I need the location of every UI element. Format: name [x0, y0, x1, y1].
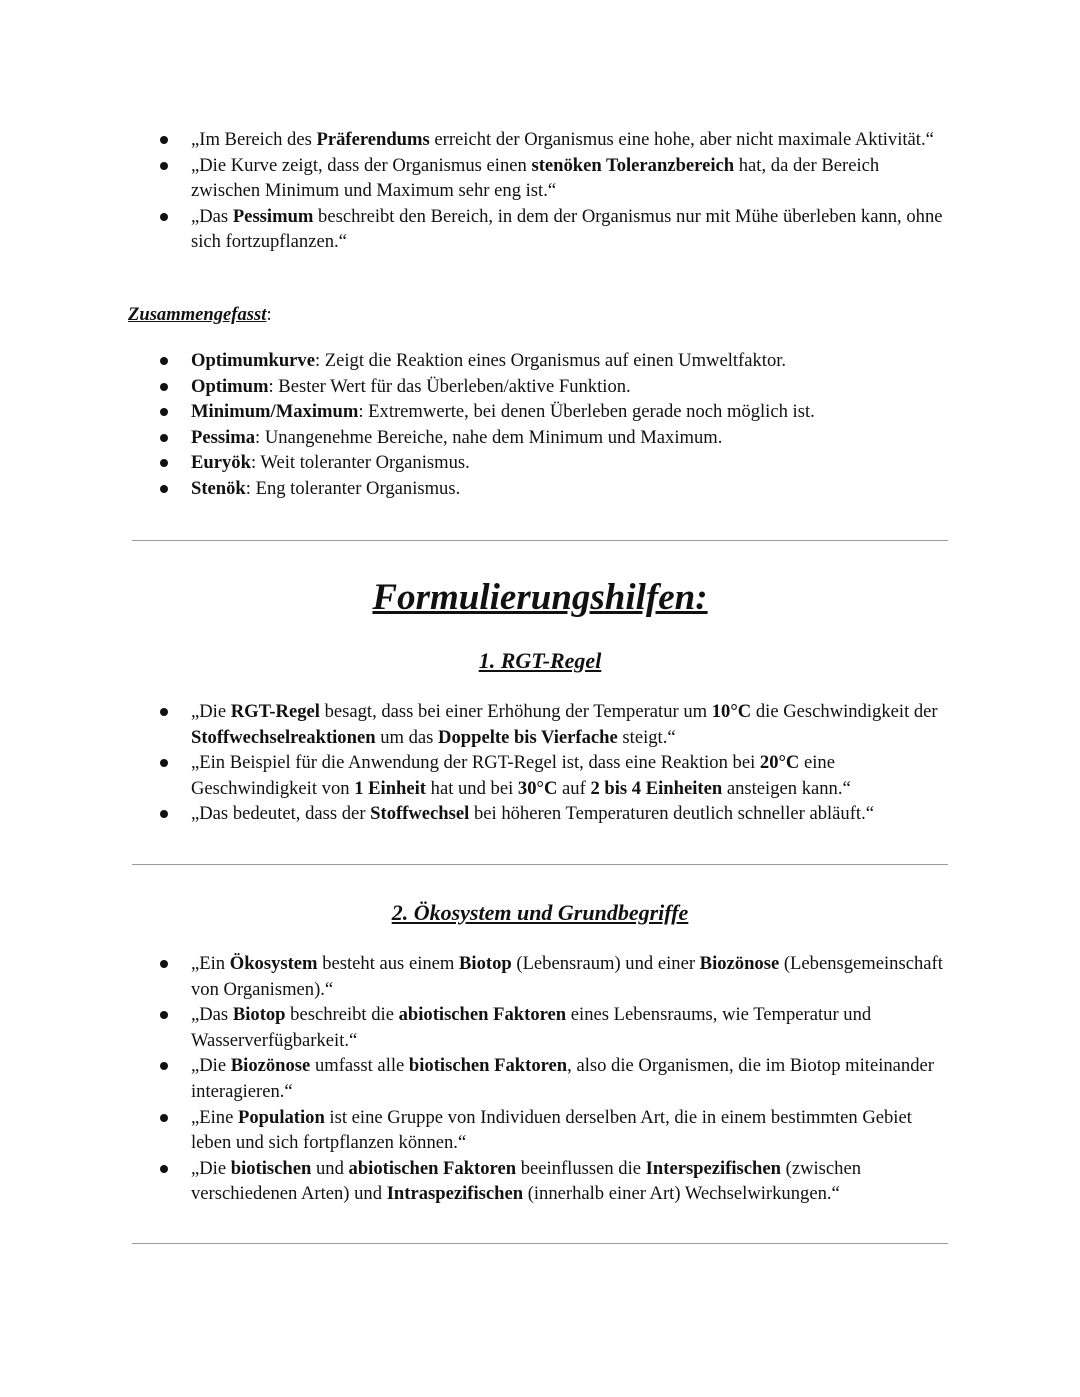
list-item [160, 348, 950, 374]
list-item [160, 1105, 950, 1156]
section-title-rgt: 1. RGT-Regel [478, 648, 602, 673]
list-item [160, 1002, 950, 1053]
text: beeinflussen die [516, 1157, 646, 1179]
list-item [160, 476, 950, 502]
text: bei höheren Temperaturen deutlich schneller abläuft.“ [469, 803, 874, 825]
bullet-icon [160, 408, 168, 416]
bold-term: abiotischen Faktoren [348, 1157, 517, 1179]
text: um das [375, 726, 439, 748]
bold-term: Minimum/Maximum [191, 401, 359, 423]
summary-list [160, 348, 950, 502]
text: (innerhalb einer Art) Wechselwirkungen.“ [523, 1183, 840, 1205]
text: , also die Organismen, die im Biotop miteinander interagieren.“ [191, 1055, 934, 1102]
list-item [160, 425, 950, 451]
bold-term: Stoffwechsel [370, 803, 470, 825]
bold-term: Biotop [459, 953, 512, 974]
text: „Die [191, 1157, 231, 1179]
bold-term: Optimumkurve [191, 350, 315, 371]
text: „Das bedeutet, dass der [191, 803, 371, 825]
bold-term: Pessima [191, 426, 256, 448]
section-title-oekosystem: 2. Ökosystem und Grundbegriffe [391, 900, 689, 925]
horizontal-divider [132, 540, 948, 541]
text: und [311, 1157, 349, 1179]
text: (zwischen verschiedenen Arten) und [191, 1157, 862, 1205]
text: : Weit toleranter Organismus. [250, 452, 470, 474]
bold-term: Biotop [232, 1004, 286, 1026]
bullet-icon [160, 383, 168, 391]
text: : Zeigt die Reaktion eines Organismus auf einen Umweltfaktor. [314, 350, 787, 371]
horizontal-divider [132, 864, 948, 865]
bold-term: Biozönose [230, 1055, 311, 1077]
list-item [160, 699, 950, 750]
text: eines Lebensraums, wie Temperatur und Wasserverfügbarkeit.“ [191, 1004, 872, 1051]
list-item [160, 951, 950, 1002]
text: : Unangenehme Bereiche, nahe dem Minimum und Maximum. [255, 426, 723, 448]
rgt-list [160, 699, 950, 827]
bold-term: Ökosystem [229, 953, 318, 974]
text: hat, da der Bereich zwischen Minimum und Maximum sehr eng ist.“ [191, 154, 880, 202]
bold-term: biotischen [230, 1157, 312, 1179]
text: „Eine [191, 1106, 238, 1128]
text: „Die Kurve zeigt, dass der Organismus einen [191, 154, 532, 176]
summary-heading-text: Zusammengefasst [128, 304, 267, 325]
bold-term: Intraspezifischen [386, 1183, 524, 1205]
bullet-icon [160, 459, 168, 467]
bullet-icon [160, 485, 168, 493]
list-item [160, 374, 950, 400]
list-item [160, 153, 950, 204]
bold-term: 30°C [517, 777, 558, 799]
bullet-icon [160, 1114, 168, 1122]
intro-list [160, 127, 950, 255]
text: hat und bei [426, 777, 518, 799]
list-item [160, 450, 950, 476]
bold-term: Biozönose [699, 953, 780, 974]
bold-term: 20°C [759, 752, 800, 774]
bold-term: 10°C [711, 701, 752, 722]
bold-term: Stenök [191, 477, 246, 499]
bold-term: abiotischen Faktoren [398, 1004, 567, 1026]
bullet-icon [160, 434, 168, 442]
list-item [160, 204, 950, 255]
page-title: Formulierungshilfen: [372, 577, 708, 618]
bold-term: Population [237, 1106, 325, 1128]
text: „Ein [191, 953, 230, 974]
horizontal-divider [132, 1243, 948, 1244]
bold-term: Euryök [191, 452, 251, 474]
bullet-icon [160, 960, 168, 968]
bold-term: Pessimum [232, 205, 314, 227]
list-item [160, 1053, 950, 1104]
text: : Extremwerte, bei denen Überleben gerade noch möglich ist. [358, 401, 815, 423]
bold-term: Optimum [191, 375, 269, 397]
text: „Die [191, 701, 231, 722]
text: „Die [191, 1055, 231, 1077]
list-item [160, 399, 950, 425]
text: steigt.“ [617, 726, 676, 748]
text: : Bester Wert für das Überleben/aktive Funktion. [268, 375, 631, 397]
list-item [160, 127, 950, 153]
bullet-icon [160, 1011, 168, 1019]
bullet-icon [160, 162, 168, 170]
text: „Das [191, 1004, 233, 1026]
text: die Geschwindigkeit der [751, 701, 938, 722]
bold-term: Präferendums [316, 129, 430, 150]
text: beschreibt den Bereich, in dem der Organismus nur mit Mühe überleben kann, ohne sich fortzupflanzen.“ [191, 205, 943, 253]
text: „Das [191, 205, 233, 227]
bullet-icon [160, 213, 168, 221]
text: auf [557, 777, 591, 799]
text: beschreibt die [285, 1004, 399, 1026]
bullet-icon [160, 136, 168, 144]
text: (Lebensgemeinschaft von Organismen).“ [191, 953, 943, 1000]
bullet-icon [160, 810, 168, 818]
text: besagt, dass bei einer Erhöhung der Temperatur um [319, 701, 712, 722]
bold-term: RGT-Regel [230, 701, 320, 722]
bold-term: stenöken Toleranzbereich [531, 154, 735, 176]
bullet-icon [160, 708, 168, 716]
bullet-icon [160, 1165, 168, 1173]
text: besteht aus einem [317, 953, 460, 974]
text: „Ein Beispiel für die Anwendung der RGT-Regel ist, dass eine Reaktion bei [191, 752, 760, 774]
text: (Lebensraum) und einer [511, 953, 700, 974]
text: ist eine Gruppe von Individuen derselben Art, die in einem bestimmten Gebiet leben und sich fortpflanzen können.“ [191, 1106, 912, 1154]
bullet-icon [160, 357, 168, 365]
bold-term: biotischen Faktoren [408, 1055, 568, 1077]
text: erreicht der Organismus eine hohe, aber nicht maximale Aktivität.“ [429, 129, 934, 150]
text: eine Geschwindigkeit von [191, 752, 835, 799]
text: „Im Bereich des [191, 129, 317, 150]
text: umfasst alle [310, 1055, 409, 1077]
bold-term: 2 bis 4 Einheiten [590, 777, 723, 799]
oekosystem-list [160, 951, 950, 1207]
bold-term: Interspezifischen [645, 1157, 781, 1179]
bullet-icon [160, 759, 168, 767]
summary-heading [128, 302, 272, 327]
bold-term: 1 Einheit [354, 777, 426, 799]
bold-term: Stoffwechselreaktionen [191, 726, 376, 748]
text: ansteigen kann.“ [722, 777, 851, 799]
list-item [160, 1156, 950, 1207]
text: : Eng toleranter Organismus. [245, 477, 461, 499]
bold-term: Doppelte bis Vierfache [438, 726, 618, 748]
summary-heading-colon: : [266, 304, 272, 325]
list-item [160, 750, 950, 801]
list-item [160, 801, 950, 827]
bullet-icon [160, 1062, 168, 1070]
